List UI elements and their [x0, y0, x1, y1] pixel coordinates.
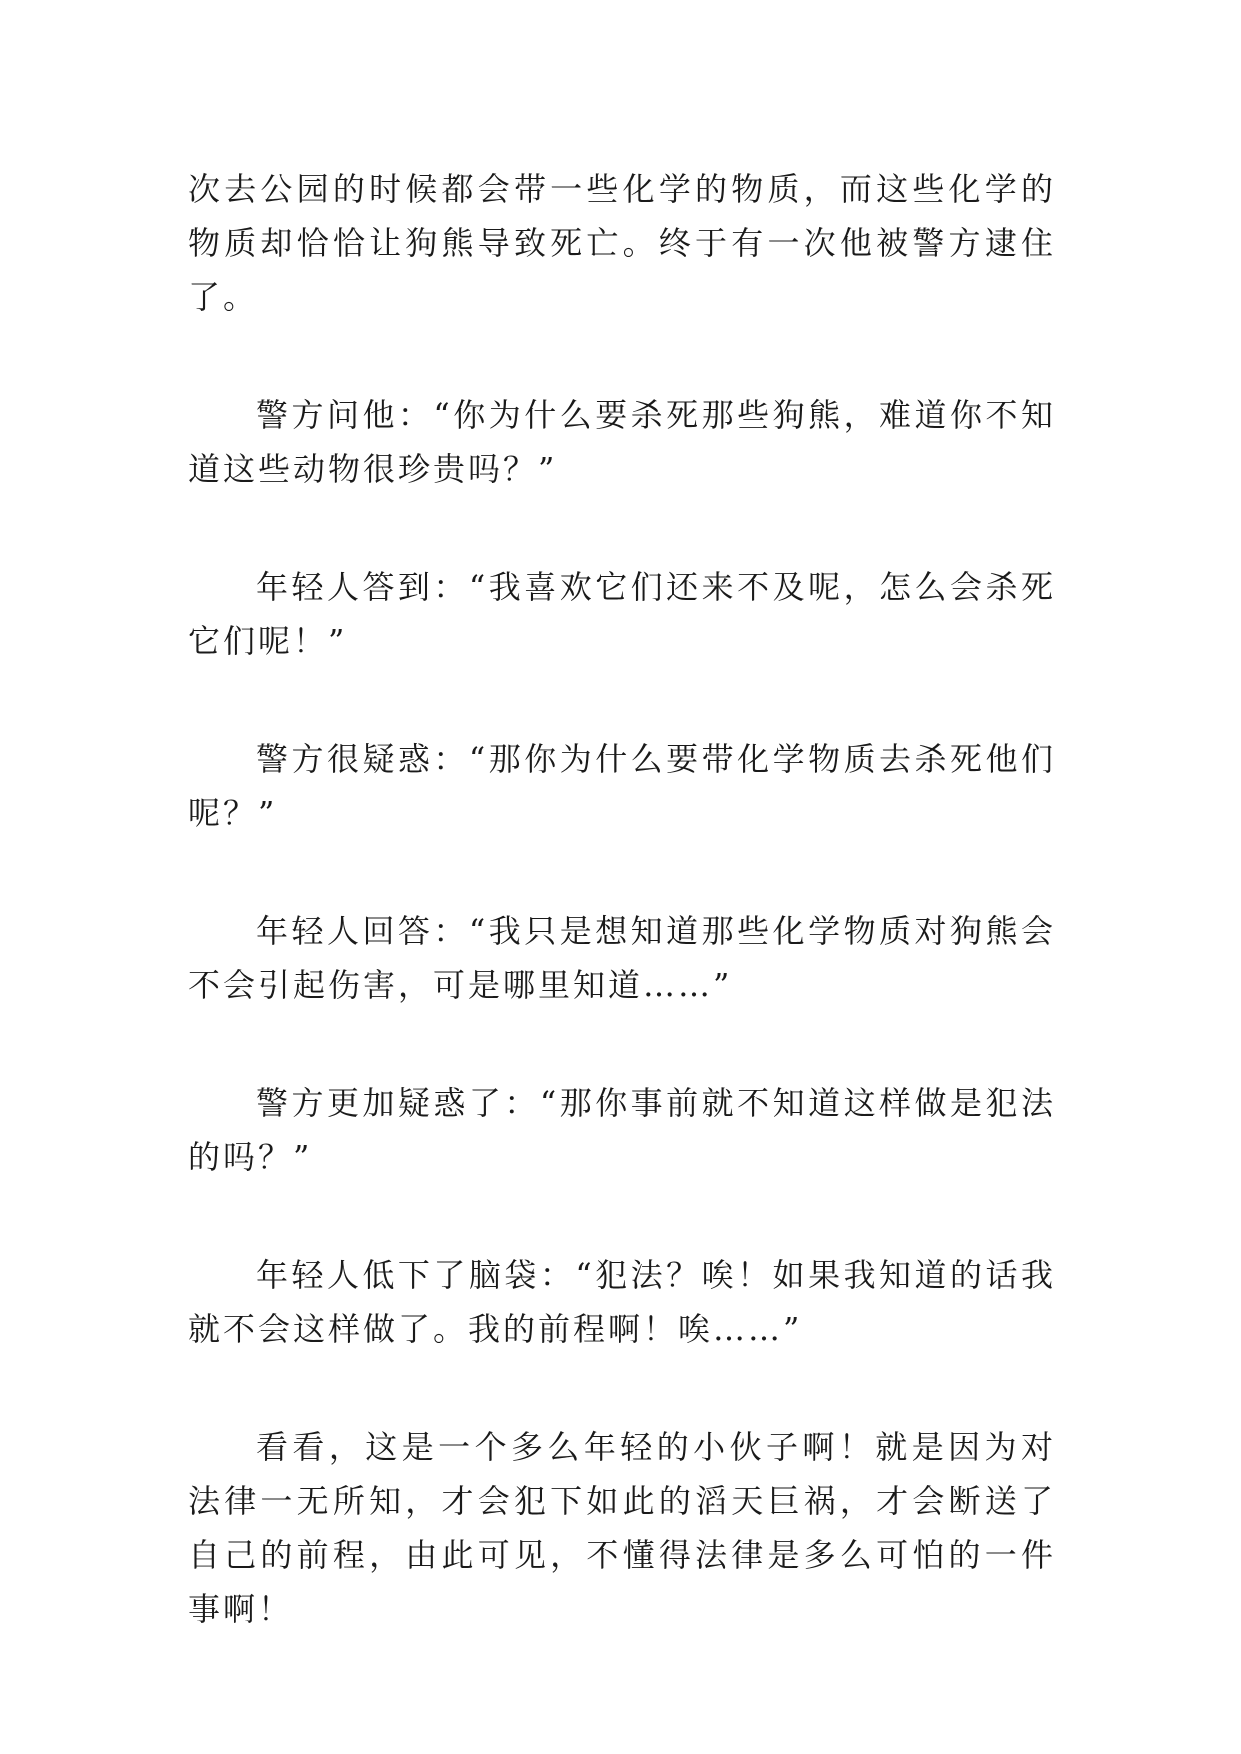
- document-body: [188, 162, 1056, 1700]
- paragraph-7: 年轻人低下了脑袋：“犯法？唉！如果我知道的话我就不会这样做了。我的前程啊！唉……”: [188, 1256, 1056, 1348]
- paragraph-3: 年轻人答到：“我喜欢它们还来不及呢，怎么会杀死它们呢！”: [188, 568, 1056, 660]
- paragraph-6: 警方更加疑惑了：“那你事前就不知道这样做是犯法的吗？”: [188, 1084, 1056, 1176]
- paragraph-4: 警方很疑惑：“那你为什么要带化学物质去杀死他们呢？”: [188, 740, 1056, 832]
- paragraph-5: 年轻人回答：“我只是想知道那些化学物质对狗熊会不会引起伤害，可是哪里知道……”: [188, 912, 1056, 1004]
- paragraph-1: 次去公园的时候都会带一些化学的物质，而这些化学的物质却恰恰让狗熊导致死亡。终于有一次他被警方逮住了。: [188, 170, 1056, 316]
- paragraph-2: 警方问他：“你为什么要杀死那些狗熊，难道你不知道这些动物很珍贵吗？”: [188, 396, 1056, 488]
- paragraph-8: 看看，这是一个多么年轻的小伙子啊！就是因为对法律一无所知，才会犯下如此的滔天巨祸，才会断送了自己的前程，由此可见，不懂得法律是多么可怕的一件事啊！: [188, 1428, 1056, 1628]
